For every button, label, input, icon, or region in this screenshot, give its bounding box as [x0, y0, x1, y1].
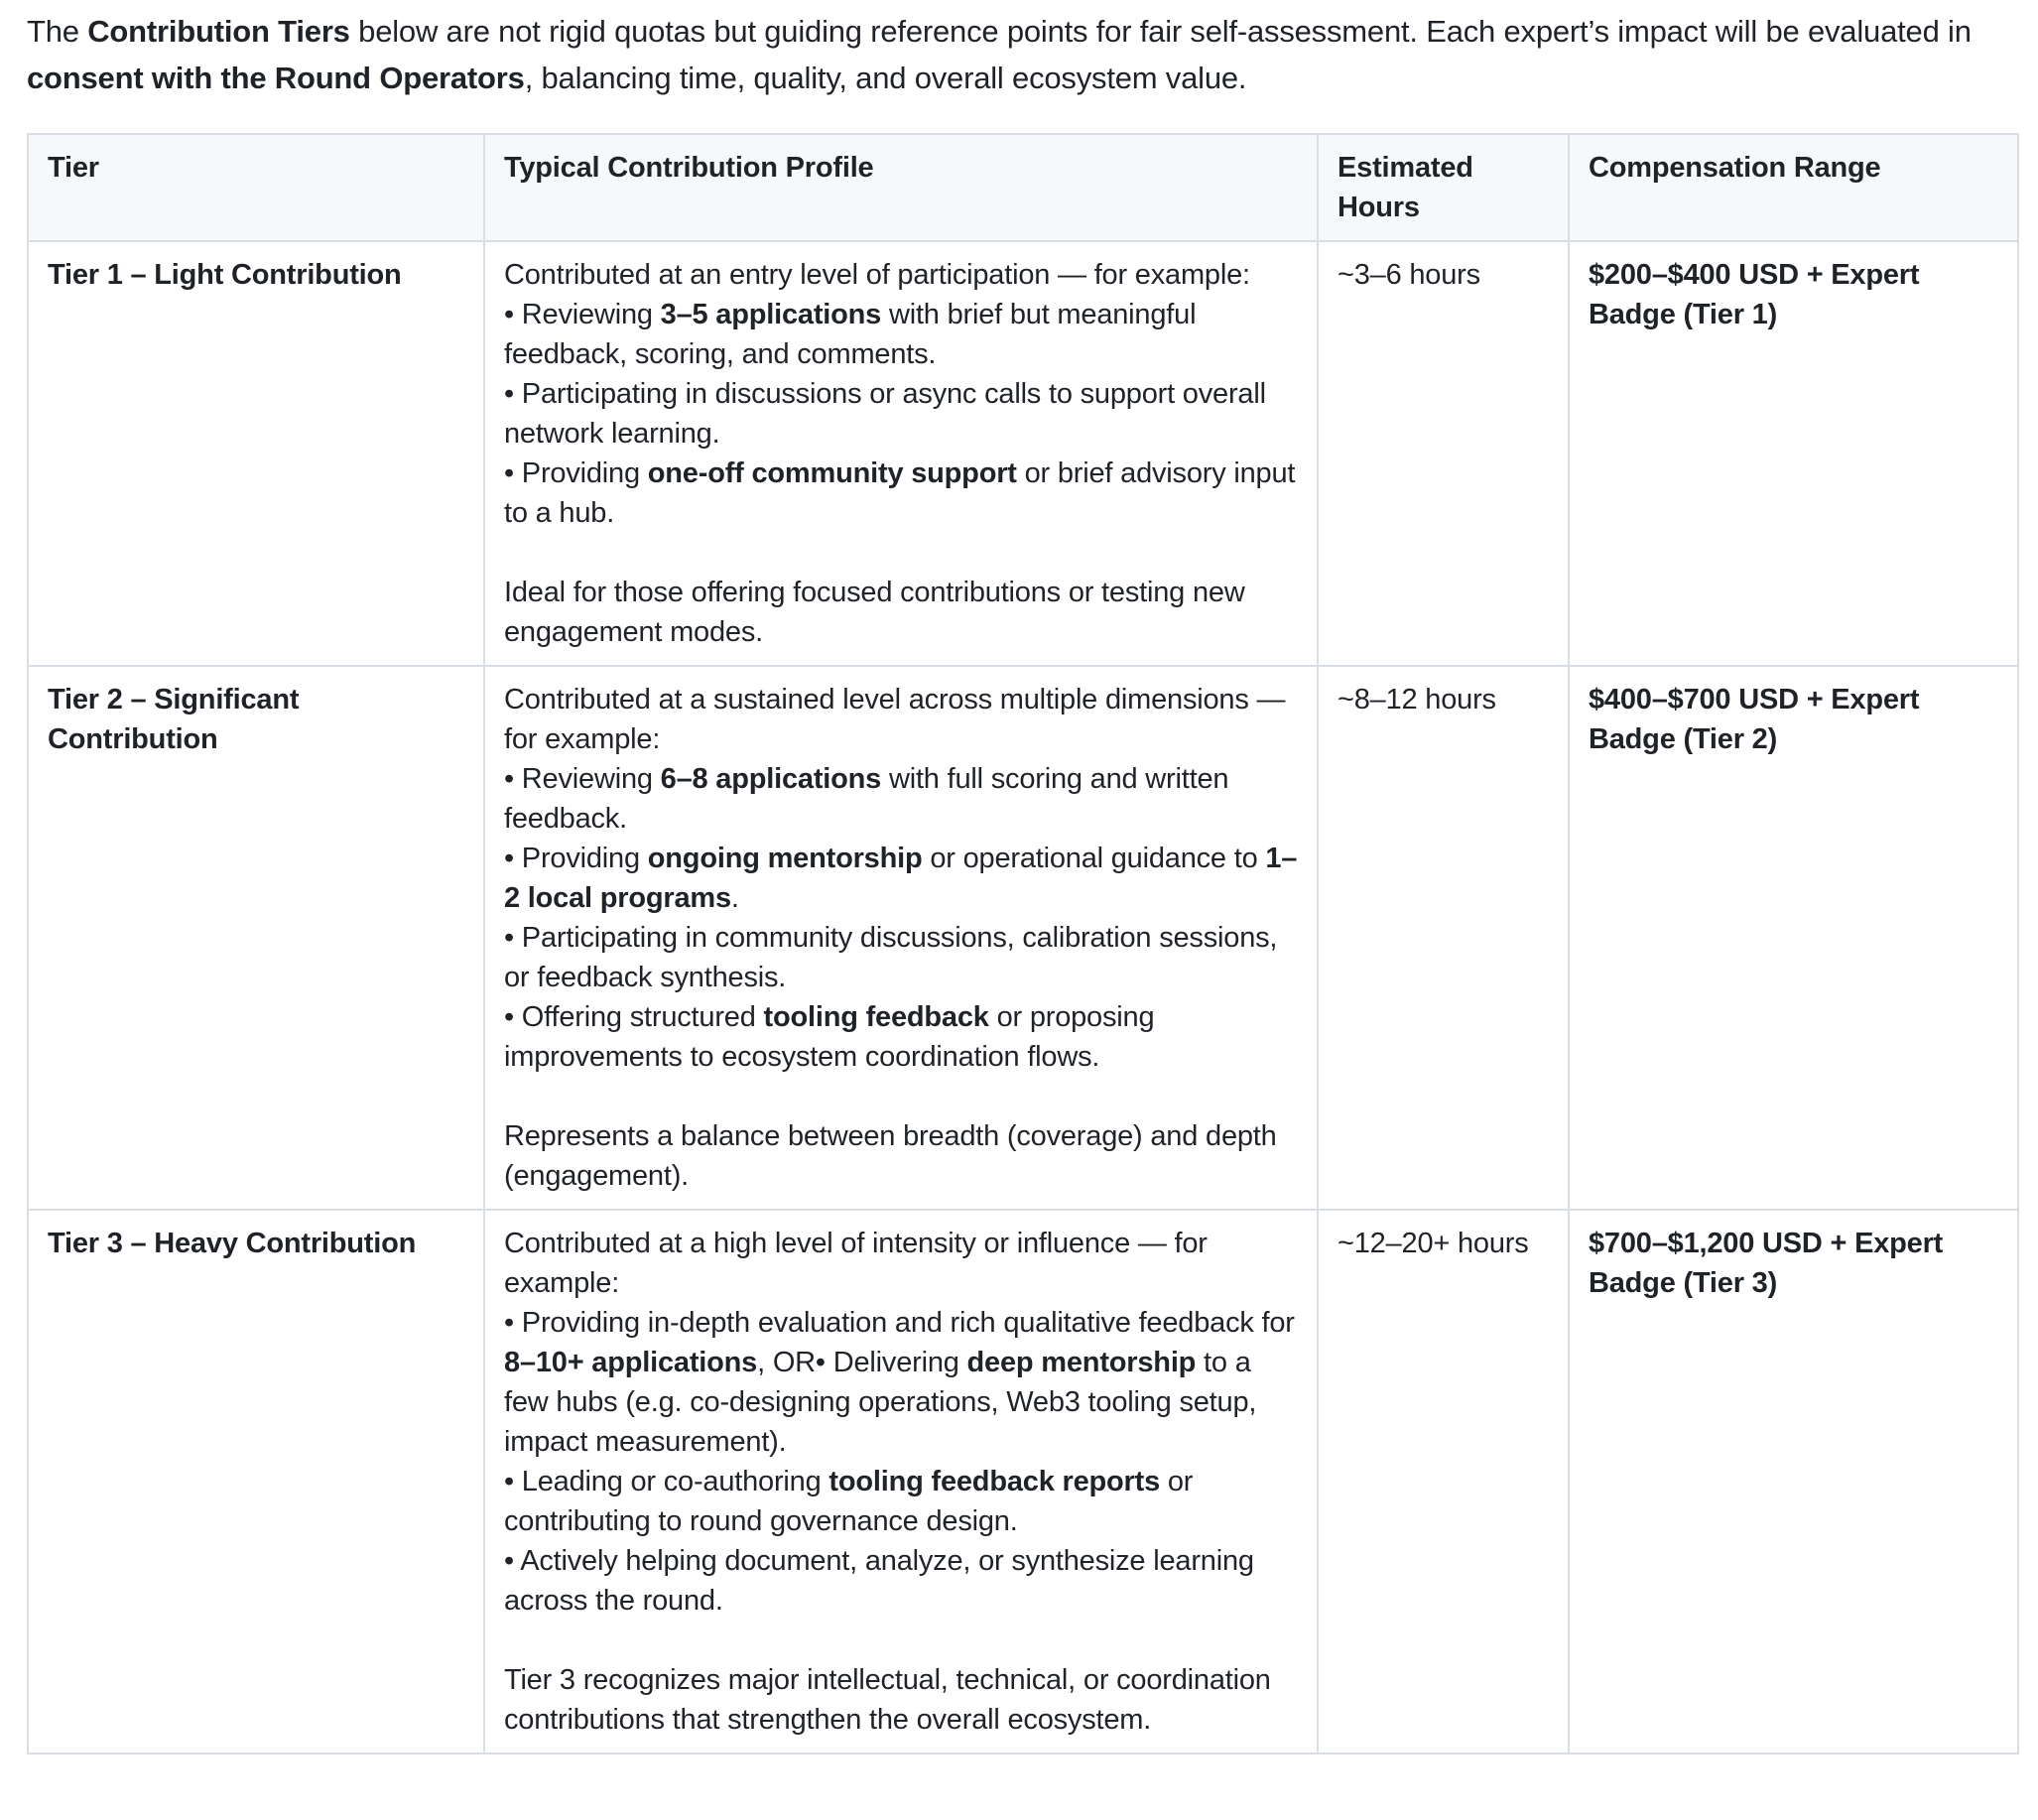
header-estimated-hours: Estimated Hours: [1318, 134, 1569, 241]
tier-3-name-cell: Tier 3 – Heavy Contribution: [28, 1210, 484, 1754]
tier-3-hours-cell: ~12–20+ hours: [1318, 1210, 1569, 1754]
tier-3-compensation-cell: $700–$1,200 USD + Expert Badge (Tier 3): [1569, 1210, 2018, 1754]
header-compensation-range: Compensation Range: [1569, 134, 2018, 241]
tier-1-compensation-cell: $200–$400 USD + Expert Badge (Tier 1): [1569, 241, 2018, 666]
table-row: [28, 1210, 2018, 1754]
contribution-tiers-table: [27, 133, 2019, 1755]
intro-paragraph: The Contribution Tiers below are not rigid quotas but guiding reference points for fair self-assessment. Each expert’s impact will be evaluated in consent with the Round Operators, balancing time, quality, and overall ecosystem value.: [27, 14, 1972, 95]
tier-1-hours-cell: ~3–6 hours: [1318, 241, 1569, 666]
header-typical-contribution-profile: Typical Contribution Profile: [484, 134, 1318, 241]
tier-2-name-cell: Tier 2 – Significant Contribution: [28, 666, 484, 1210]
table-row: [28, 666, 2018, 1210]
table-header-row: [28, 134, 2018, 241]
table-row: [28, 241, 2018, 666]
tier-2-profile-cell: Contributed at a sustained level across multiple dimensions — for example: • Reviewing 6–8 applications with full scoring and written feedback. • Providing ongoing mentorship or operational guidance to 1–2 local programs. • Participating in community discussions, calibration sessions, or feedback synthesis. • Offering structured tooling feedback or proposing improvements to ecosystem coordination flows. Represents a balance between breadth (coverage) and depth (engagement).: [484, 666, 1318, 1210]
tier-1-profile-cell: Contributed at an entry level of participation — for example: • Reviewing 3–5 applications with brief but meaningful feedback, scoring, and comments. • Participating in discussions or async calls to support overall network learning. • Providing one-off community support or brief advisory input to a hub. Ideal for those offering focused contributions or testing new engagement modes.: [484, 241, 1318, 666]
tier-3-profile-cell: Contributed at a high level of intensity or influence — for example: • Providing in-depth evaluation and rich qualitative feedback for 8–10+ applications, OR• Delivering deep mentorship to a few hubs (e.g. co-designing operations, Web3 tooling setup, impact measurement). • Leading or co-authoring tooling feedback reports or contributing to round governance design. • Actively helping document, analyze, or synthesize learning across the round. Tier 3 recognizes major intellectual, technical, or coordination contributions that strengthen the overall ecosystem.: [484, 1210, 1318, 1754]
tier-2-compensation-cell: $400–$700 USD + Expert Badge (Tier 2): [1569, 666, 2018, 1210]
tier-2-hours-cell: ~8–12 hours: [1318, 666, 1569, 1210]
header-tier: Tier: [28, 134, 484, 241]
tier-1-name-cell: Tier 1 – Light Contribution: [28, 241, 484, 666]
